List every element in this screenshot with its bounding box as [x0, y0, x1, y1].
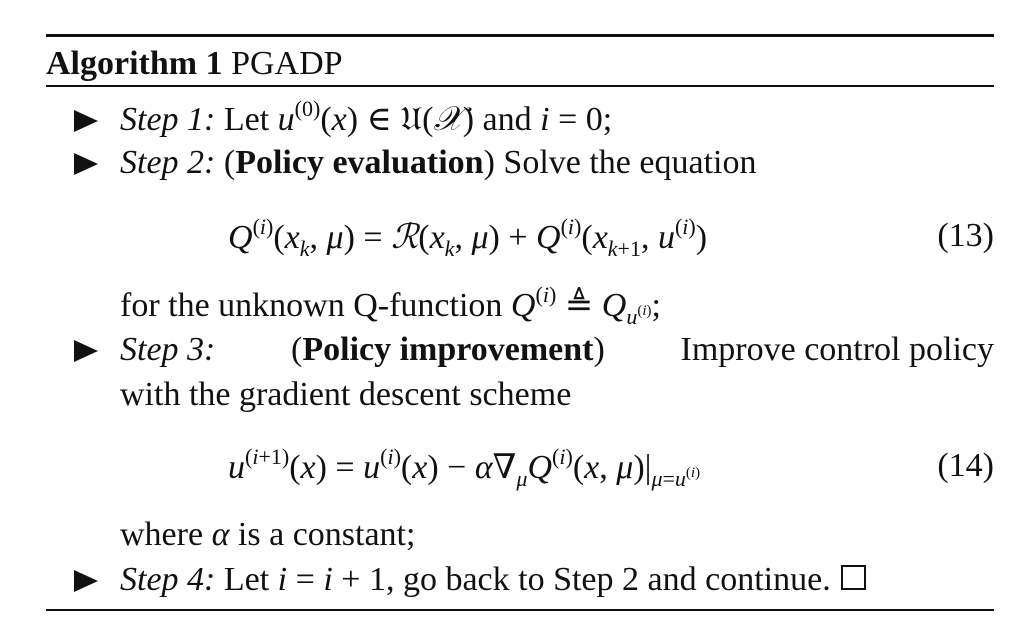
step-1: Step 1: Let $u^{(0)}(x)$ ∈ 𝔘(𝒳) and i = 0; [74, 99, 994, 139]
step-bullet-icon [74, 153, 98, 175]
equation-14-number: (14) [937, 447, 994, 484]
step-3-continuation: where α is a constant; [120, 516, 416, 553]
step-1-and: and [482, 101, 532, 138]
step-3-label: Step 3: [120, 331, 216, 368]
step-3-text: Improve control policy [680, 331, 994, 368]
equation-14 [46, 444, 994, 503]
algorithm-name: PGADP [231, 45, 343, 82]
step-2-continuation: for the unknown Q-function $Q^{(i)}$ ≜ $Q_{u^{(i)}}$; [120, 282, 661, 329]
step-4-text: , go back to Step 2 and continue. [385, 561, 831, 598]
equation-13-formula: $Q^{(i)}(x_k$, $\mu) = ℛ(x_k$, $\mu) + Q^{(i)}(x_{k+1}$, $u^{(i)}$) [228, 214, 708, 261]
step-3-line-2: with the gradient descent scheme [120, 376, 572, 413]
equation-13-number: (13) [937, 217, 994, 254]
step-3-bold: Policy improvement [302, 331, 594, 368]
equation-13 [46, 214, 994, 273]
step-1-label: Step 1: [120, 101, 216, 138]
step-2-label: Step 2: [120, 144, 216, 181]
step-4: Step 4: Let i = i + 1, go back to Step 2 and continue. [74, 561, 994, 599]
step-bullet-icon [74, 340, 98, 362]
algorithm-header [46, 37, 994, 87]
equation-14-formula: $u^{(i+1)}(x) = u^{(i)}(x) - \alpha\nabla_\mu Q^{(i)}(x$, $\mu)|_{\mu=u^{(i)}}$ [228, 444, 701, 491]
step-2: Step 2: (Policy evaluation) Solve the equation [74, 144, 994, 182]
algorithm-box [46, 34, 994, 611]
step-4-label: Step 4: [120, 561, 216, 598]
step-3: Step 3: (Policy improvement) Improve control policy [74, 331, 994, 369]
step-bullet-icon [74, 570, 98, 592]
step-1-text: Let [223, 101, 270, 138]
qed-box-icon [841, 565, 866, 590]
algorithm-number: Algorithm 1 [46, 45, 223, 82]
step-2-bold: Policy evaluation [235, 144, 484, 181]
step-bullet-icon [74, 110, 98, 132]
step-2-text: Solve the equation [503, 144, 757, 181]
math-u0: u [277, 101, 295, 138]
